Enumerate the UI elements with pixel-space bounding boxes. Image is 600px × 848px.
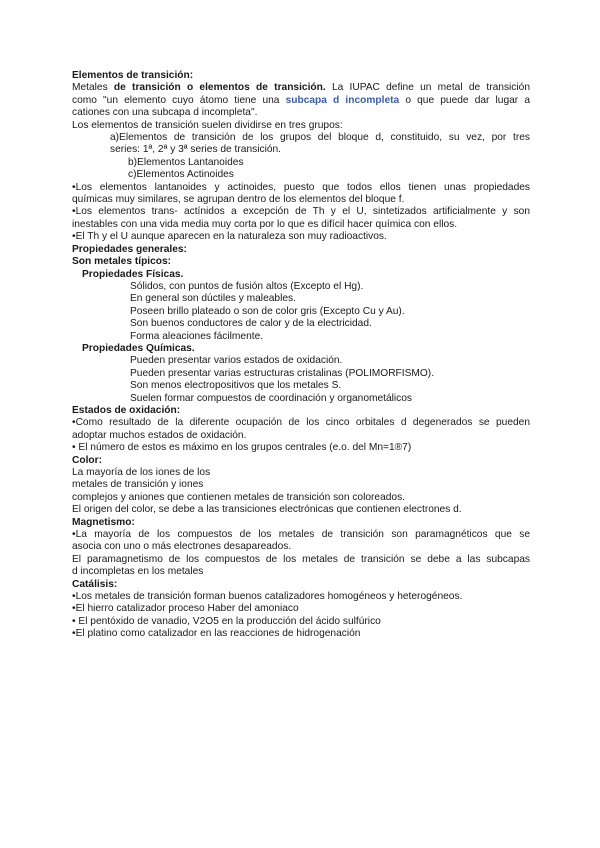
intro-line-3: cationes con una subcapa d incompleta". [72, 107, 258, 119]
intro-bold: de transición o elementos de transición. [113, 82, 326, 94]
heading-oxidacion: Estados de oxidación: [72, 404, 181, 416]
document-page [72, 70, 530, 641]
catalisis-item: •El platino como catalizador en las reacciones de hidrogenación [72, 628, 361, 640]
bullet-2-line-1: •Los elementos trans- actínidos a excepción de Th y el U, sintetizados artificialmente y son [72, 206, 530, 218]
intro-mid: La IUPAC define un metal de transición [325, 82, 530, 94]
magnetismo-1-line-2: asocia con uno o más electrones desapareados. [72, 541, 292, 553]
grupo-a-line-1: a)Elementos de transición de los grupos del bloque d, constituido, su vez, por tres [110, 132, 530, 144]
catalisis-item: •El hierro catalizador proceso Haber del amoniaco [72, 603, 299, 615]
color-line-4: El origen del color, se debe a las transiciones electrónicas que contienen electrones d. [72, 504, 462, 516]
grupo-a-line-2: series: 1ª, 2ª y 3ª series de transición. [110, 144, 281, 156]
fisica-item: Sólidos, con puntos de fusión altos (Excepto el Hg). [130, 280, 364, 292]
bullet-1-line-1: •Los elementos lantanoides y actinoides, puesto que todos ellos tienen unas propiedades [72, 181, 530, 193]
intro-line2-post: o que puede dar lugar a [399, 94, 530, 106]
magnetismo-2-line-1: El paramagnetismo de los compuestos de los metales de transición se debe a las subcapas [72, 553, 530, 565]
magnetismo-1-line-1: •La mayoría de los compuestos de los metales de transición son paramagnéticos que se [72, 529, 530, 541]
heading-elementos: Elementos de transición: [72, 70, 194, 81]
fisica-item: Poseen brillo plateado o son de color gris (Excepto Cu y Au). [130, 305, 405, 317]
oxidacion-1-line-2: adoptar muchos estados de oxidación. [72, 429, 247, 441]
heading-magnetismo: Magnetismo: [72, 516, 135, 528]
bullet-2-line-2: inestables con una vida media muy corta por lo que es difícil hacer química con ellos. [72, 218, 458, 230]
heading-quimicas: Propiedades Químicas. [82, 342, 195, 354]
intro-line2-pre: como "un elemento cuyo átomo tiene una [72, 94, 286, 106]
color-line-3: complejos y aniones que contienen metales de transición son coloreados. [72, 491, 405, 503]
quimica-item: Son menos electropositivos que los metales S. [130, 380, 342, 392]
heading-metales: Son metales típicos: [72, 256, 172, 268]
quimica-item: Pueden presentar varias estructuras cristalinas (POLIMORFISMO). [130, 367, 435, 379]
quimica-item: Pueden presentar varios estados de oxidación. [130, 355, 343, 367]
color-line-2: metales de transición y iones [72, 479, 204, 491]
grupo-b: b)Elementos Lantanoides [128, 156, 244, 168]
color-line-1: La mayoría de los iones de los [72, 467, 211, 478]
grupos-intro: Los elementos de transición suelen dividirse en tres grupos: [72, 119, 343, 131]
heading-fisicas: Propiedades Físicas. [82, 268, 184, 280]
bullet-1-line-2: químicas muy similares, se agrupan dentro de los elementos del bloque f. [72, 194, 405, 206]
intro-prefix: Metales [72, 82, 114, 94]
heading-catalisis: Catálisis: [72, 578, 118, 590]
heading-color: Color: [72, 454, 102, 466]
intro-line-1 [72, 82, 530, 94]
catalisis-item: •Los metales de transición forman buenos catalizadores homogéneos y heterogéneos. [72, 591, 463, 603]
bullet-3: •El Th y el U aunque aparecen en la naturaleza son muy radioactivos. [72, 231, 387, 243]
oxidacion-1-line-1: •Como resultado de la diferente ocupación de los cinco orbitales d degenerados se pueden [72, 417, 530, 429]
oxidacion-2: • El número de estos es máximo en los grupos centrales (e.o. del Mn=1®7) [72, 442, 412, 454]
fisica-item: Son buenos conductores de calor y de la electricidad. [130, 318, 372, 330]
intro-line-2 [72, 95, 530, 107]
quimica-item: Suelen formar compuestos de coordinación y organometálicos [130, 392, 413, 404]
fisica-item: En general son dúctiles y maleables. [130, 293, 296, 305]
subcapa-link[interactable]: subcapa d incompleta [285, 94, 400, 106]
grupo-c: c)Elementos Actinoides [128, 169, 234, 181]
heading-propiedades: Propiedades generales: [72, 243, 187, 255]
fisica-item: Forma aleaciones fácilmente. [130, 330, 264, 342]
catalisis-item: • El pentóxido de vanadio, V2O5 en la producción del ácido sulfúrico [72, 615, 381, 627]
magnetismo-2-line-2: d incompletas en los metales [72, 566, 204, 578]
